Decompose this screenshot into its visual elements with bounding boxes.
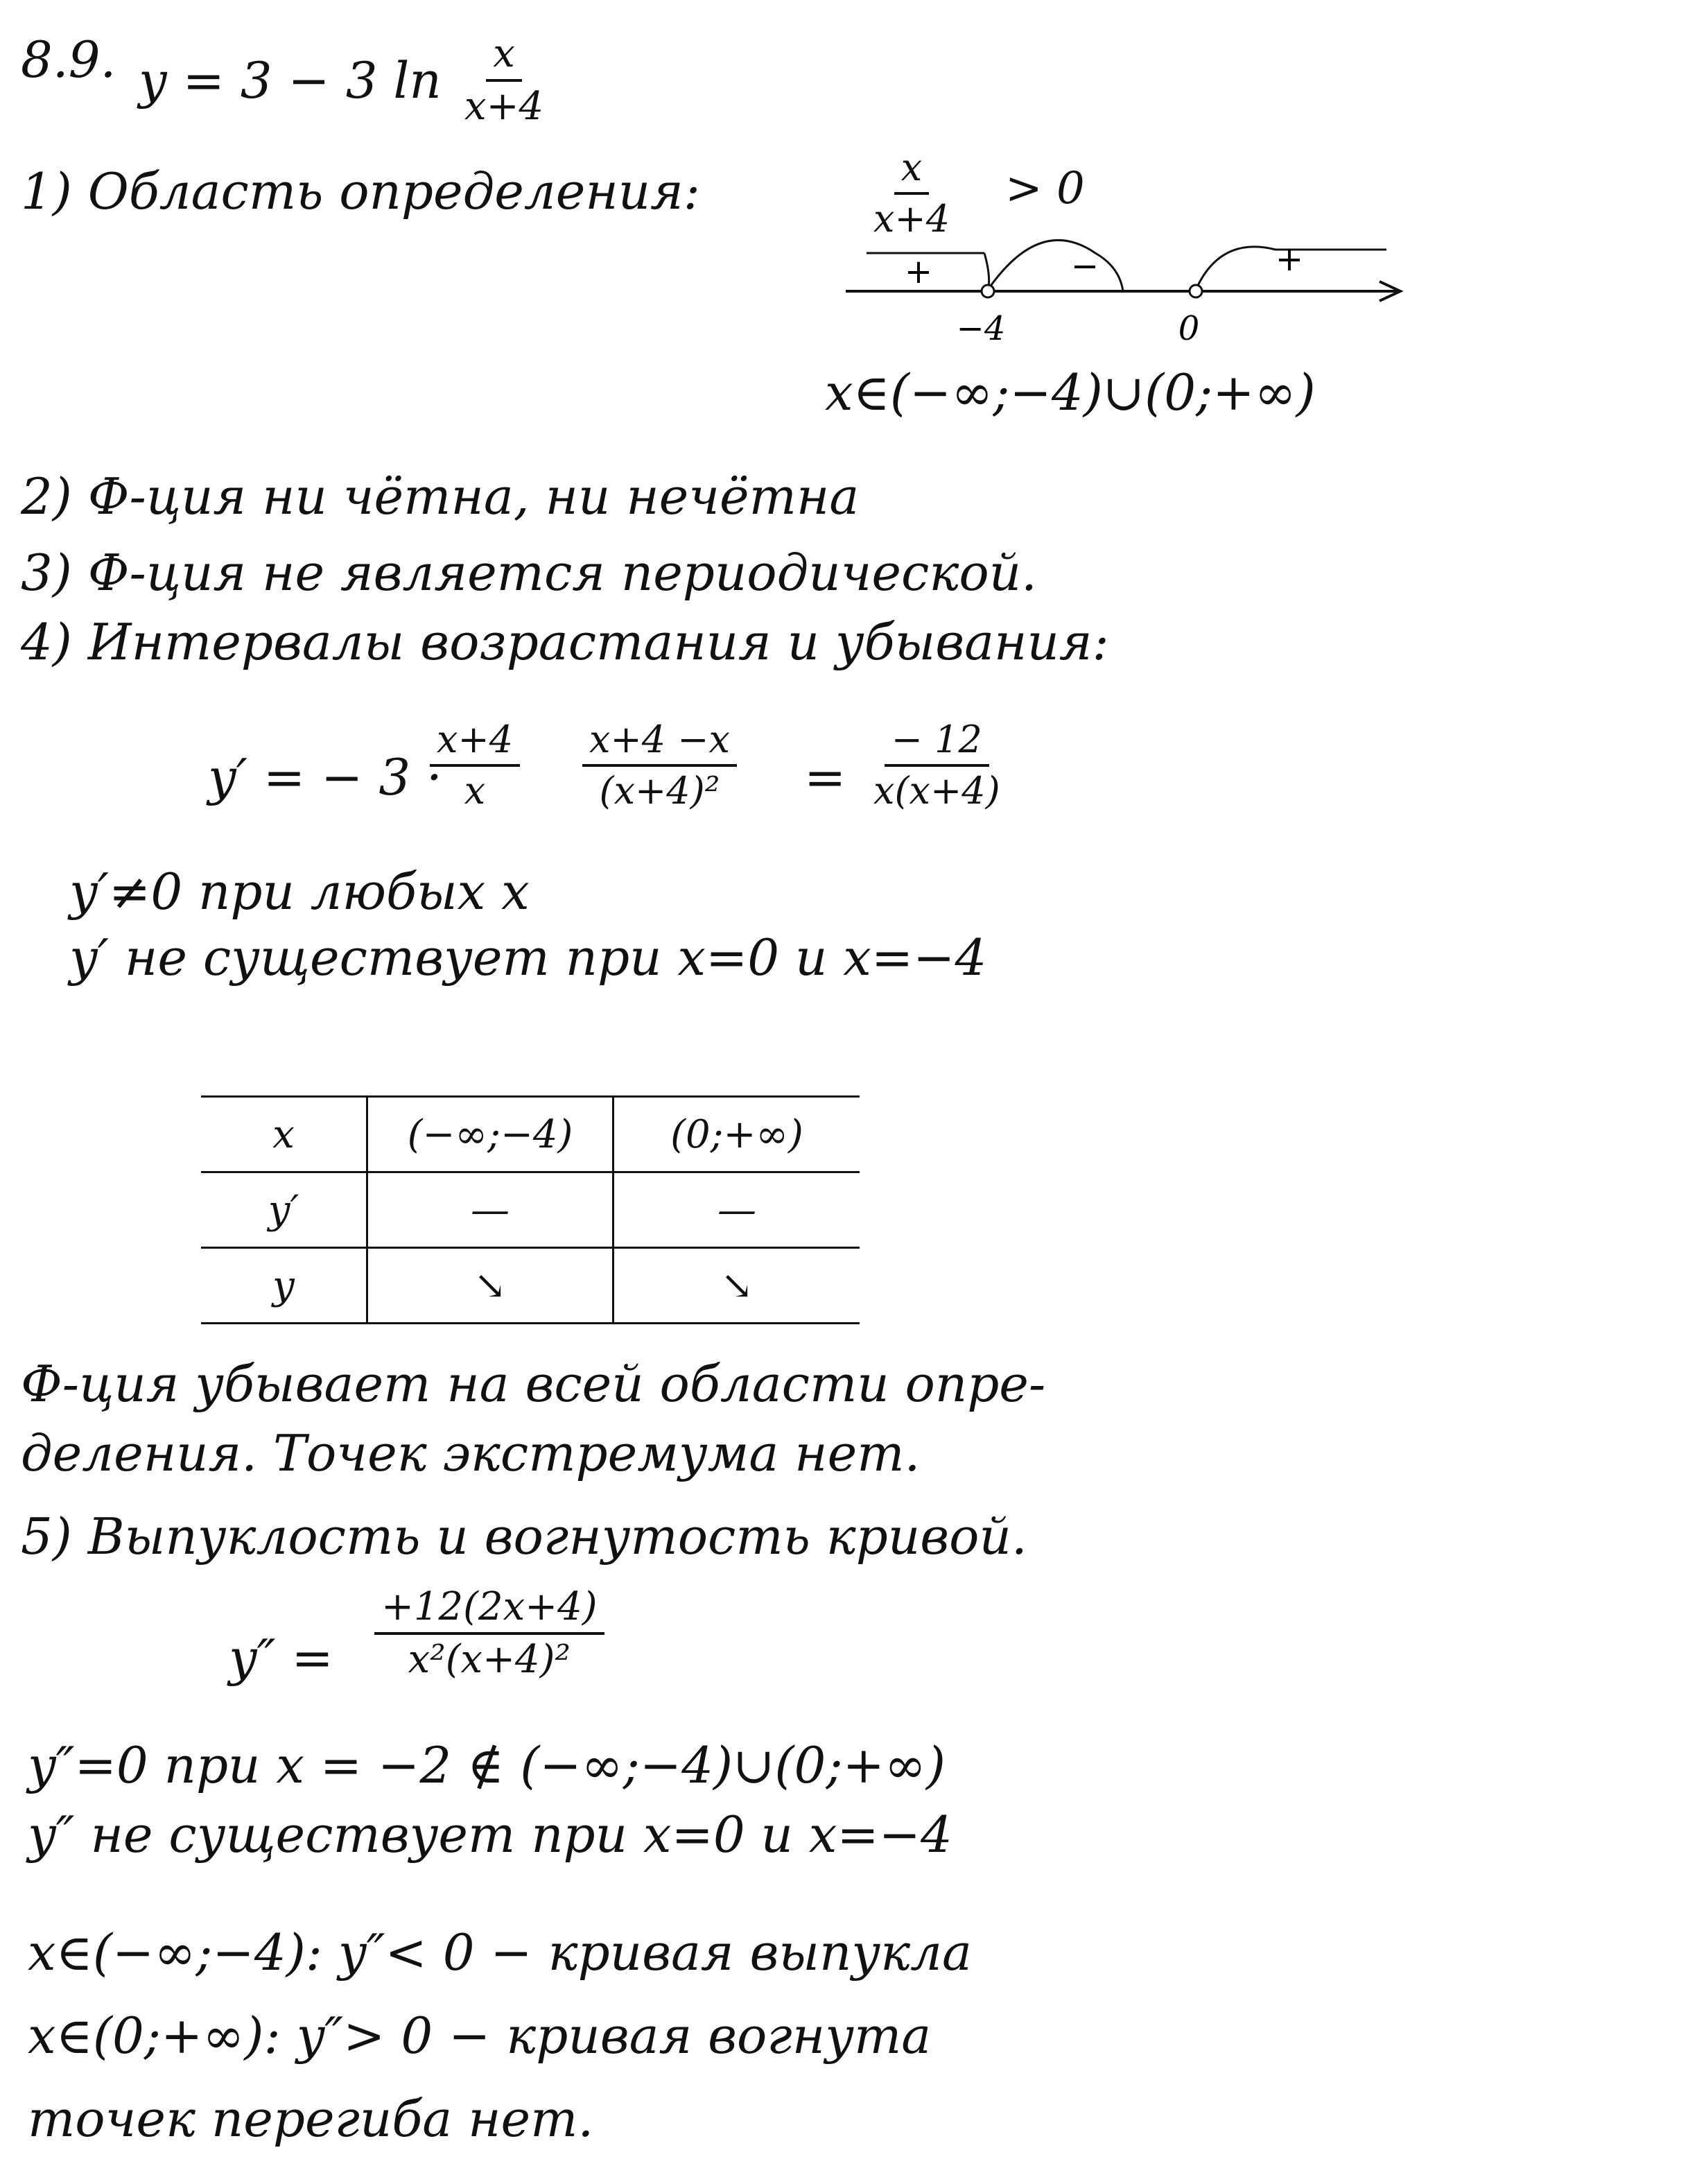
table-cell: y′ <box>201 1172 367 1248</box>
fraction-denominator: x²(x+4)² <box>408 1637 571 1682</box>
derivative-fraction-3 <box>867 718 1007 813</box>
convexity-heading: 5) Выпуклость и вогнутость кривой. <box>21 1507 1027 1566</box>
open-point-minus-four <box>982 285 994 297</box>
domain-heading: 1) Область определения: <box>21 162 701 220</box>
domain-result: x∈(−∞;−4)∪(0;+∞) <box>825 363 1316 422</box>
second-derivative-zero-note: y″=0 при x = −2 ∉ (−∞;−4)∪(0;+∞) <box>28 1736 946 1794</box>
decreasing-arrow-icon: ↘ <box>367 1248 613 1324</box>
fraction-denominator: x+4 <box>873 197 950 241</box>
derivative-lhs: y′ = − 3 · <box>208 748 442 806</box>
point-label-minus-four: −4 <box>956 309 1006 348</box>
table-cell: — <box>613 1172 860 1248</box>
function-formula-lhs: y = 3 − 3 ln <box>139 51 442 110</box>
monotonicity-table <box>201 1095 860 1324</box>
table-row <box>201 1248 860 1324</box>
sign-right: + <box>1275 240 1304 279</box>
decreasing-arrow-icon: ↘ <box>613 1248 860 1324</box>
sign-left: + <box>904 252 933 291</box>
fraction-numerator: − 12 <box>885 721 989 767</box>
fraction-denominator: x+4 <box>464 84 544 129</box>
open-point-zero <box>1190 285 1202 297</box>
fraction-numerator: x <box>486 35 522 82</box>
derivative-fraction-1 <box>430 718 520 813</box>
function-formula-fraction <box>458 31 550 129</box>
convexity-case-2: x∈(0;+∞): y″> 0 − кривая вогнута <box>28 2007 932 2065</box>
fraction-denominator: x(x+4) <box>873 769 1000 813</box>
table-cell: (−∞;−4) <box>367 1097 613 1172</box>
conclusion-line-1: Ф-ция убывает на всей области опре- <box>21 1355 1046 1413</box>
derivative-equals: = <box>804 748 846 806</box>
parity-statement: 2) Ф-ция ни чётна, ни нечётна <box>21 467 860 526</box>
derivative-note-nonzero: y′≠0 при любых x <box>69 863 530 921</box>
sign-number-line <box>846 222 1414 361</box>
second-derivative-lhs: y″ = <box>229 1629 333 1687</box>
fraction-numerator: x+4 <box>430 721 520 767</box>
fraction-denominator: x <box>464 769 486 813</box>
second-derivative-undefined-note: y″ не существует при x=0 и x=−4 <box>28 1805 952 1864</box>
fraction-numerator: x+4 −x <box>582 721 737 767</box>
table-cell: y <box>201 1248 367 1324</box>
monotonic-heading: 4) Интервалы возрастания и убывания: <box>21 613 1109 671</box>
domain-condition-relation: > 0 <box>1005 163 1085 214</box>
sign-curve-middle <box>988 240 1123 291</box>
derivative-fraction-2 <box>582 718 737 813</box>
conclusion-line-2: деления. Точек экстремума нет. <box>21 1424 921 1482</box>
fraction-numerator: +12(2x+4) <box>374 1588 604 1635</box>
derivative-note-undefined: y′ не существует при x=0 и x=−4 <box>69 928 987 987</box>
table-cell: x <box>201 1097 367 1172</box>
table-row <box>201 1097 860 1172</box>
table-cell: — <box>367 1172 613 1248</box>
table-cell: (0;+∞) <box>613 1097 860 1172</box>
second-derivative-fraction <box>374 1584 604 1682</box>
problem-number: 8.9. <box>21 31 116 89</box>
table-row <box>201 1172 860 1248</box>
point-label-zero: 0 <box>1178 309 1200 348</box>
inflection-conclusion: точек перегиба нет. <box>28 2090 594 2148</box>
convexity-case-1: x∈(−∞;−4): y″< 0 − кривая выпукла <box>28 1923 972 1982</box>
fraction-numerator: x <box>894 149 929 195</box>
fraction-denominator: (x+4)² <box>599 769 720 813</box>
periodicity-statement: 3) Ф-ция не является периодической. <box>21 544 1037 602</box>
sign-middle: − <box>1070 247 1099 286</box>
